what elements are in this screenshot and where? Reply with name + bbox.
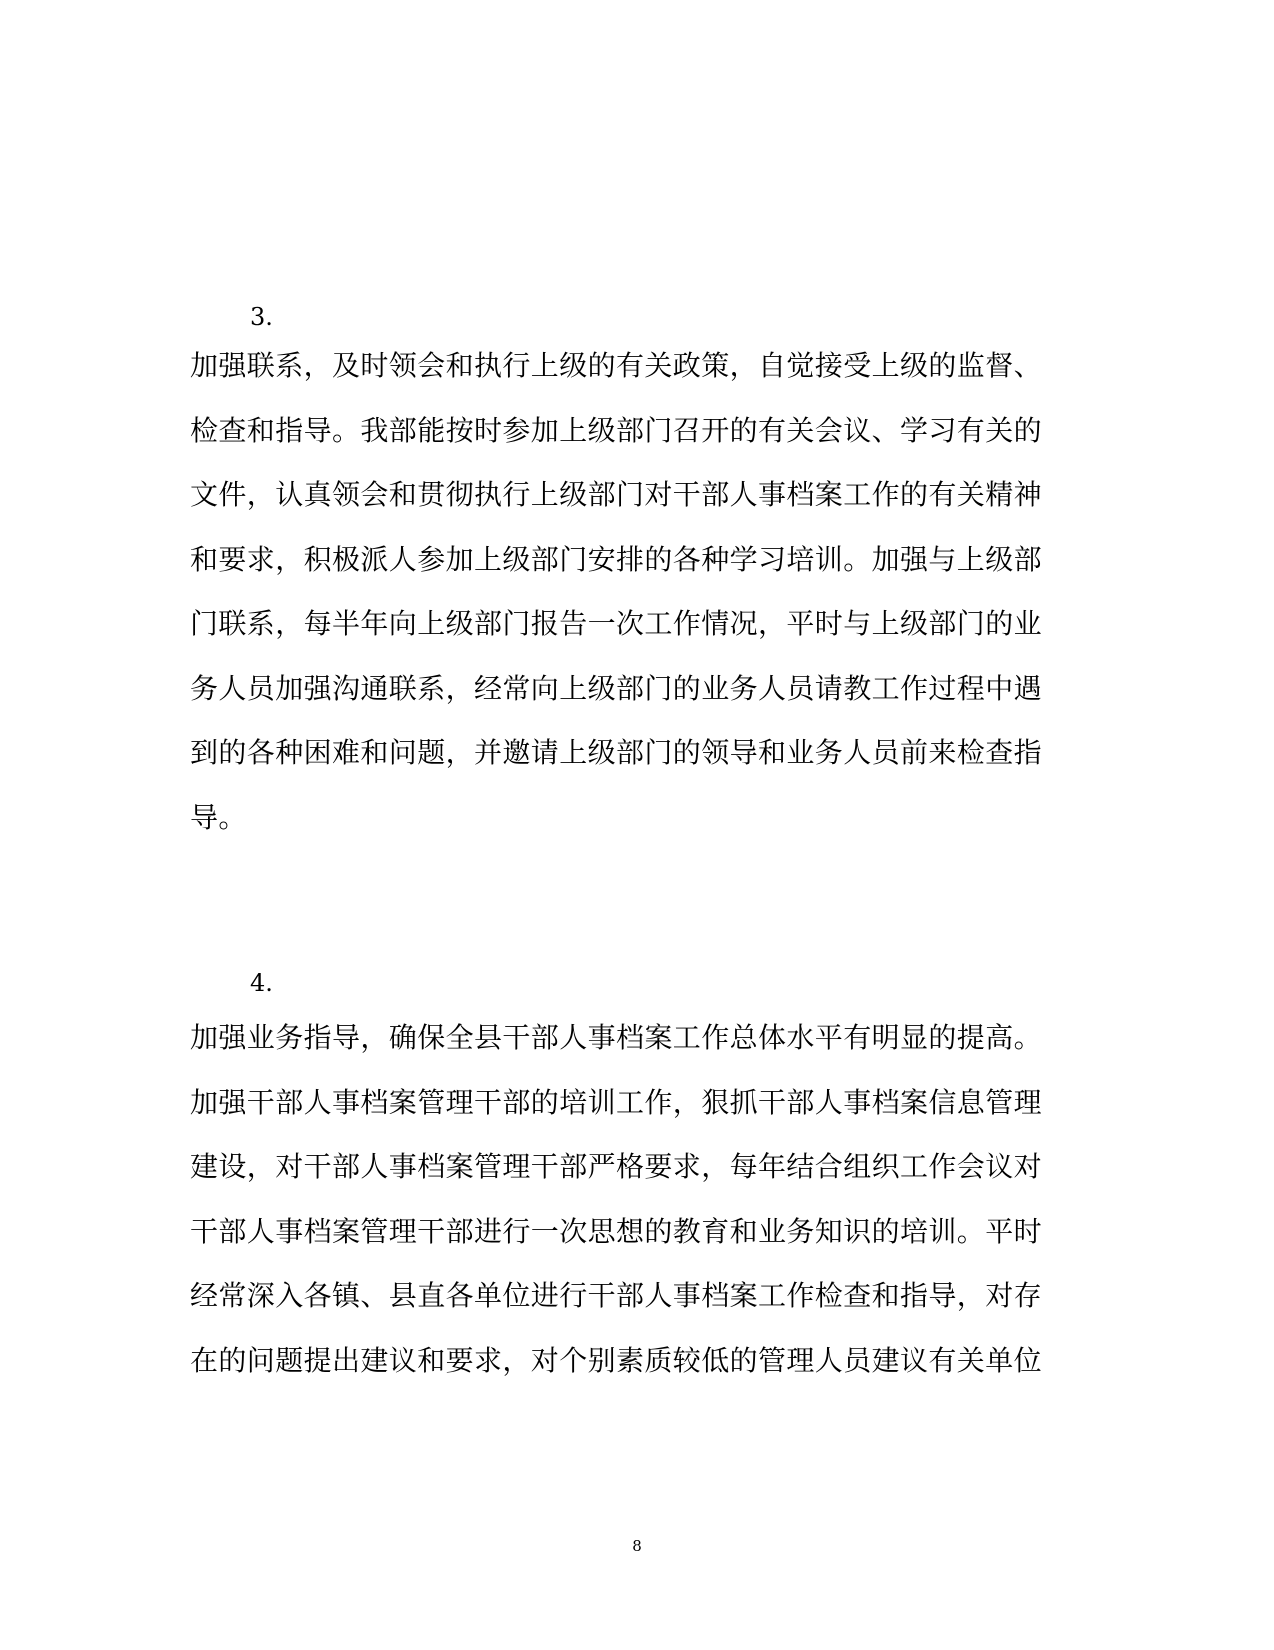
section-3-line: 门联系，每半年向上级部门报告一次工作情况，平时与上级部门的业 <box>190 607 1043 640</box>
section-3-line: 导。 <box>190 800 247 834</box>
section-3-line: 检查和指导。我部能按时参加上级部门召开的有关会议、学习有关的 <box>190 413 1043 447</box>
section-4-line: 加强业务指导，确保全县干部人事档案工作总体水平有明显的提高。 <box>190 1021 1043 1054</box>
section-4-body <box>190 1006 1070 1393</box>
section-3-line: 加强联系，及时领会和执行上级的有关政策，自觉接受上级的监督、 <box>190 349 1043 382</box>
page-number: 8 <box>632 1537 642 1555</box>
section-3-body <box>190 334 1070 850</box>
section-4-line: 干部人事档案管理干部进行一次思想的教育和业务知识的培训。平时 <box>190 1214 1043 1248</box>
section-4-line: 在的问题提出建议和要求，对个别素质较低的管理人员建议有关单位 <box>190 1343 1043 1377</box>
section-3-line: 务人员加强沟通联系，经常向上级部门的业务人员请教工作过程中遇 <box>190 671 1043 705</box>
section-4-line: 建设，对干部人事档案管理干部严格要求，每年结合组织工作会议对 <box>190 1150 1043 1183</box>
section-4-line: 加强干部人事档案管理干部的培训工作，狠抓干部人事档案信息管理 <box>190 1085 1043 1119</box>
section-4-number: 4. <box>250 969 273 997</box>
section-3-line: 和要求，积极派人参加上级部门安排的各种学习培训。加强与上级部 <box>190 542 1043 576</box>
section-3-number: 3. <box>250 303 273 331</box>
section-3-line: 文件，认真领会和贯彻执行上级部门对干部人事档案工作的有关精神 <box>190 478 1043 511</box>
section-3-line: 到的各种困难和问题，并邀请上级部门的领导和业务人员前来检查指 <box>190 736 1043 769</box>
section-4-line: 经常深入各镇、县直各单位进行干部人事档案工作检查和指导，对存 <box>190 1279 1043 1312</box>
